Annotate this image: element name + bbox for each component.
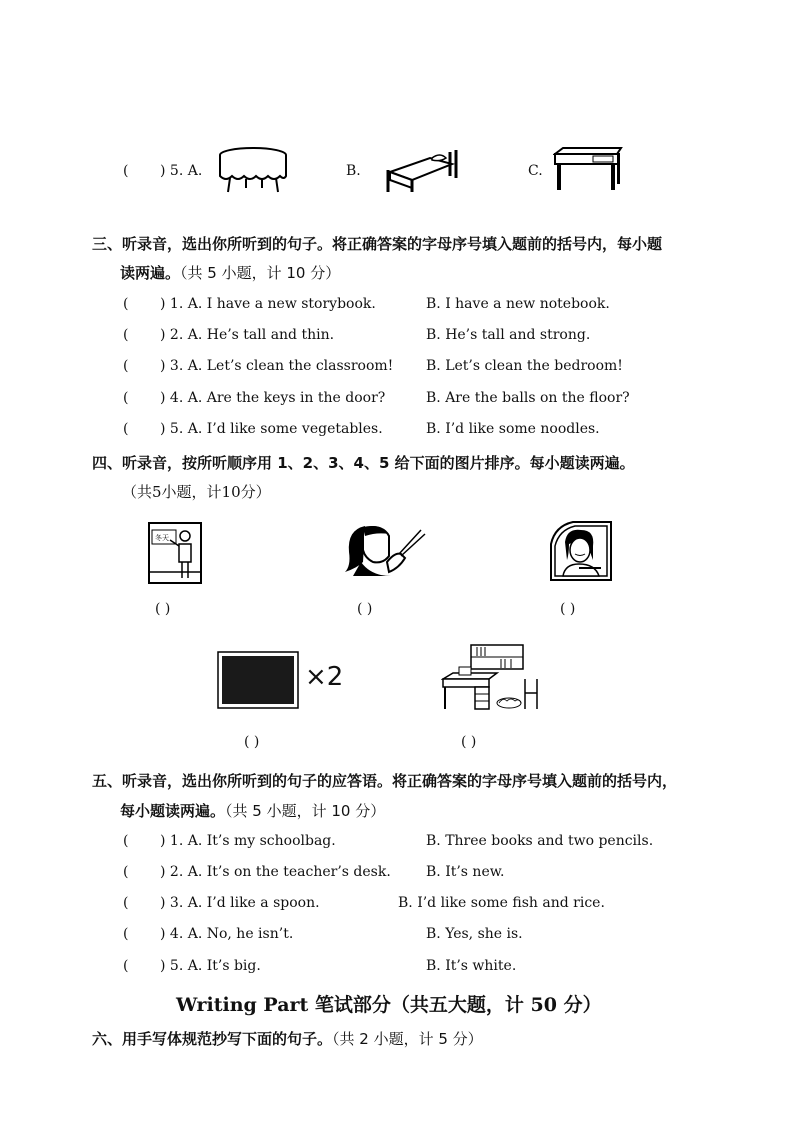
list-item-option-a: ) 2. A. He’s tall and thin. xyxy=(160,327,335,343)
list-item-option-a: ) 1. A. It’s my schoolbag. xyxy=(160,833,336,849)
answer-blank: ( ) xyxy=(560,601,576,617)
teacher-at-blackboard-icon xyxy=(148,522,202,584)
list-item-option-b: B. I have a new notebook. xyxy=(426,296,610,312)
answer-paren-open: ( xyxy=(123,327,129,343)
section5-heading-line2 xyxy=(120,800,385,821)
list-item-option-a: ) 3. A. I’d like a spoon. xyxy=(160,895,320,911)
blackboard-icon xyxy=(217,651,299,709)
section3-heading-tail: 读两遍。 xyxy=(120,264,181,282)
section6-heading: 六、用手写体规范抄写下面的句子。 xyxy=(92,1030,333,1048)
list-item-option-a: ) 1. A. I have a new storybook. xyxy=(160,296,376,312)
list-item-option-a: ) 4. A. Are the keys in the door? xyxy=(160,390,386,406)
woman-driving-car-icon xyxy=(549,520,613,582)
list-item-option-b: B. Are the balls on the floor? xyxy=(426,390,630,406)
section3-heading-line2 xyxy=(120,262,340,283)
list-item-option-a: ) 3. A. Let’s clean the classroom! xyxy=(160,358,394,374)
list-item-option-b: B. Let’s clean the bedroom! xyxy=(426,358,623,374)
answer-blank: ( ) xyxy=(155,601,171,617)
section5-note: （共 5 小题，计 10 分） xyxy=(225,802,386,820)
section4-note: （共5小题，计10分） xyxy=(122,483,271,501)
question-number: ) 5. A. xyxy=(160,163,203,179)
answer-paren-open: ( xyxy=(123,390,129,406)
girl-with-chopsticks-icon xyxy=(343,522,427,576)
section4-heading: 四、听录音，按所听顺序用 1、2、3、4、5 给下面的图片排序。每小题读两遍。 xyxy=(92,454,635,472)
list-item-option-b: B. Three books and two pencils. xyxy=(426,833,654,849)
answer-blank: ( ) xyxy=(461,734,477,750)
list-item-option-b: B. I’d like some noodles. xyxy=(426,421,600,437)
study-room-icon xyxy=(441,643,541,711)
answer-paren-open: ( xyxy=(123,864,129,880)
list-item-option-b: B. It’s white. xyxy=(426,958,517,974)
list-item-option-b: B. Yes, she is. xyxy=(426,926,523,942)
option-c-label: C. xyxy=(528,163,543,179)
answer-paren-open: ( xyxy=(123,296,129,312)
list-item-option-a: ) 5. A. It’s big. xyxy=(160,958,261,974)
round-table-icon xyxy=(216,146,290,194)
answer-blank: ( ) xyxy=(244,734,260,750)
section5-heading-tail: 每小题读两遍。 xyxy=(120,802,226,820)
answer-paren-open: ( xyxy=(123,958,129,974)
list-item-option-a: ) 4. A. No, he isn’t. xyxy=(160,926,294,942)
answer-paren-open: ( xyxy=(123,895,129,911)
answer-blank: ( ) xyxy=(357,601,373,617)
answer-paren-open: ( xyxy=(123,926,129,942)
section6-heading-line xyxy=(92,1028,483,1049)
section6-note: （共 2 小题，计 5 分） xyxy=(332,1030,483,1048)
list-item-option-b: B. He’s tall and strong. xyxy=(426,327,591,343)
bed-icon xyxy=(384,146,458,194)
list-item-option-b: B. I’d like some fish and rice. xyxy=(398,895,605,911)
section3-heading: 三、听录音，选出你所听到的句子。将正确答案的字母序号填入题前的括号内，每小题 xyxy=(92,235,663,253)
answer-paren-open: ( xyxy=(123,163,129,179)
answer-paren-open: ( xyxy=(123,833,129,849)
answer-paren-open: ( xyxy=(123,358,129,374)
desk-icon xyxy=(553,146,623,192)
section3-note: （共 5 小题，计 10 分） xyxy=(180,264,341,282)
writing-part-title: Writing Part 笔试部分（共五大题，计 50 分） xyxy=(176,994,602,1016)
times-two-label: ×2 xyxy=(305,662,344,692)
list-item-option-b: B. It’s new. xyxy=(426,864,505,880)
section5-heading: 五、听录音，选出你所听到的句子的应答语。将正确答案的字母序号填入题前的括号内， xyxy=(92,772,678,790)
board-text: 冬天 xyxy=(155,534,169,542)
option-b-label: B. xyxy=(346,163,361,179)
list-item-option-a: ) 2. A. It’s on the teacher’s desk. xyxy=(160,864,391,880)
answer-paren-open: ( xyxy=(123,421,129,437)
list-item-option-a: ) 5. A. I’d like some vegetables. xyxy=(160,421,383,437)
